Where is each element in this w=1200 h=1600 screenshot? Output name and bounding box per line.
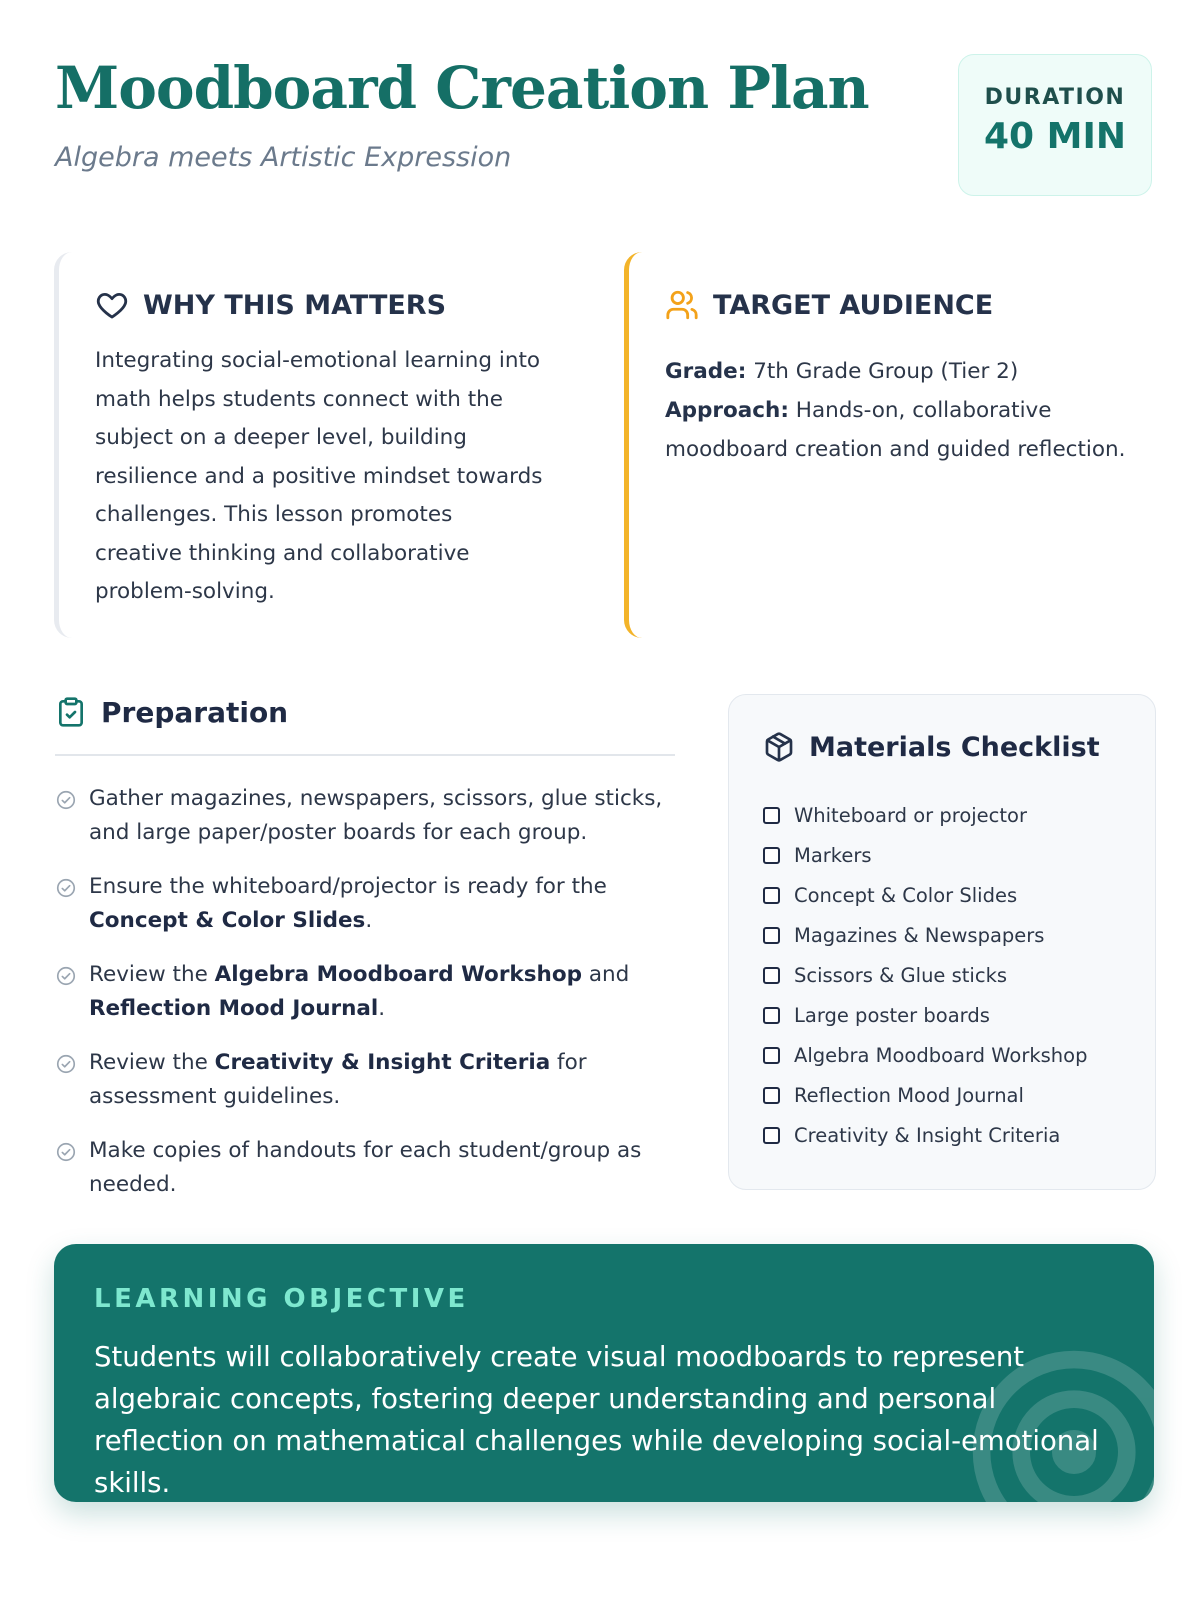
checkbox[interactable] [763, 967, 780, 984]
objective-label: LEARNING OBJECTIVE [94, 1284, 469, 1314]
preparation-item [55, 958, 675, 1026]
check-circle-icon [55, 964, 79, 998]
checkbox[interactable] [763, 887, 780, 904]
checkbox[interactable] [763, 807, 780, 824]
checklist-item-label: Algebra Moodboard Workshop [794, 1043, 1088, 1067]
text-segment: and [582, 961, 630, 987]
checklist-item[interactable] [763, 875, 1087, 915]
audience-grade-line [665, 352, 1135, 391]
duration-value: 40 MIN [984, 116, 1126, 157]
checkbox[interactable] [763, 1087, 780, 1104]
target-icon [964, 1342, 1154, 1502]
preparation-divider [55, 754, 675, 756]
text-segment: Review the [89, 961, 215, 987]
checkbox[interactable] [763, 1127, 780, 1144]
resource-name: Reflection Mood Journal [89, 995, 379, 1021]
checklist-item[interactable] [763, 835, 1087, 875]
why-this-matters-card [54, 252, 594, 638]
learning-objective-banner [54, 1244, 1154, 1502]
why-card-title: WHY THIS MATTERS [143, 289, 447, 321]
preparation-item-text [89, 782, 675, 850]
materials-title: Materials Checklist [809, 731, 1100, 763]
check-circle-icon [55, 788, 79, 822]
checklist-item[interactable] [763, 995, 1087, 1035]
why-card-text: Integrating social-emotional learning into math helps students connect with the subject on a deeper level, building resilience and a positive mindset towards challenges. This lesson promotes creative thinking and collaborative problem-solving. [95, 348, 543, 604]
checklist-item[interactable] [763, 955, 1087, 995]
approach-value: Hands-on, collaborative moodboard creation and guided reflection. [665, 398, 1126, 462]
target-audience-card [624, 252, 1164, 638]
checklist-item-label: Scissors & Glue sticks [794, 963, 1008, 987]
text-segment: Gather magazines, newspapers, scissors, glue sticks, and large paper/poster boards for each group. [89, 785, 663, 845]
checkbox[interactable] [763, 1007, 780, 1024]
preparation-item-text [89, 1046, 675, 1114]
checkbox[interactable] [763, 927, 780, 944]
preparation-item [55, 870, 675, 938]
heart-icon [95, 288, 129, 322]
resource-name: Creativity & Insight Criteria [214, 1049, 551, 1075]
preparation-item [55, 1046, 675, 1114]
preparation-header [55, 690, 675, 734]
checklist-item[interactable] [763, 1035, 1087, 1075]
checklist-item-label: Markers [794, 843, 872, 867]
checklist-item[interactable] [763, 915, 1087, 955]
check-circle-icon [55, 1140, 79, 1174]
preparation-section [55, 690, 675, 1222]
checkbox[interactable] [763, 1047, 780, 1064]
preparation-item [55, 1134, 675, 1202]
box-icon [763, 731, 795, 763]
text-segment: Make copies of handouts for each student/group as needed. [89, 1137, 642, 1197]
checklist-item-label: Reflection Mood Journal [794, 1083, 1024, 1107]
check-circle-icon [55, 876, 79, 910]
check-circle-icon [55, 1052, 79, 1086]
checklist-item-label: Large poster boards [794, 1003, 990, 1027]
audience-card-header [665, 288, 993, 322]
preparation-list [55, 782, 675, 1202]
text-segment: for assessment guidelines. [89, 1049, 587, 1109]
checklist-item-label: Creativity & Insight Criteria [794, 1123, 1061, 1147]
resource-name: Concept & Color Slides [89, 907, 366, 933]
page-title: Moodboard Creation Plan [55, 54, 869, 122]
checklist-item[interactable] [763, 1115, 1087, 1155]
page-header [55, 50, 1155, 210]
materials-list [763, 795, 1087, 1155]
approach-label: Approach: [665, 398, 789, 423]
preparation-item-text [89, 1134, 675, 1202]
checklist-item[interactable] [763, 1075, 1087, 1115]
preparation-item-text [89, 958, 675, 1026]
grade-label: Grade: [665, 359, 747, 384]
preparation-item [55, 782, 675, 850]
page-subtitle: Algebra meets Artistic Expression [55, 142, 512, 173]
checkbox[interactable] [763, 847, 780, 864]
users-icon [665, 288, 699, 322]
text-segment: Ensure the whiteboard/projector is ready for the [89, 873, 607, 899]
text-segment: . [378, 995, 386, 1021]
objective-text: Students will collaboratively create visual moodboards to represent algebraic concepts, fostering deeper understanding and personal reflection on mathematical challenges while developing social-emotional skills. [94, 1341, 1099, 1499]
audience-card-title: TARGET AUDIENCE [713, 289, 994, 321]
text-segment: Review the [89, 1049, 215, 1075]
audience-details [665, 352, 1135, 469]
checklist-item-label: Concept & Color Slides [794, 883, 1018, 907]
clipboard-check-icon [55, 696, 87, 728]
grade-value: 7th Grade Group (Tier 2) [753, 359, 1019, 384]
why-card-header [95, 288, 446, 322]
materials-checklist-card [728, 694, 1156, 1190]
duration-badge [958, 54, 1152, 196]
checklist-item[interactable] [763, 795, 1087, 835]
audience-approach-line [665, 391, 1135, 469]
duration-label: DURATION [984, 85, 1126, 110]
text-segment: . [365, 907, 373, 933]
checklist-item-label: Magazines & Newspapers [794, 923, 1045, 947]
preparation-item-text [89, 870, 675, 938]
resource-name: Algebra Moodboard Workshop [214, 961, 582, 987]
checklist-item-label: Whiteboard or projector [794, 803, 1027, 827]
materials-header [763, 731, 1100, 763]
preparation-title: Preparation [101, 695, 289, 729]
